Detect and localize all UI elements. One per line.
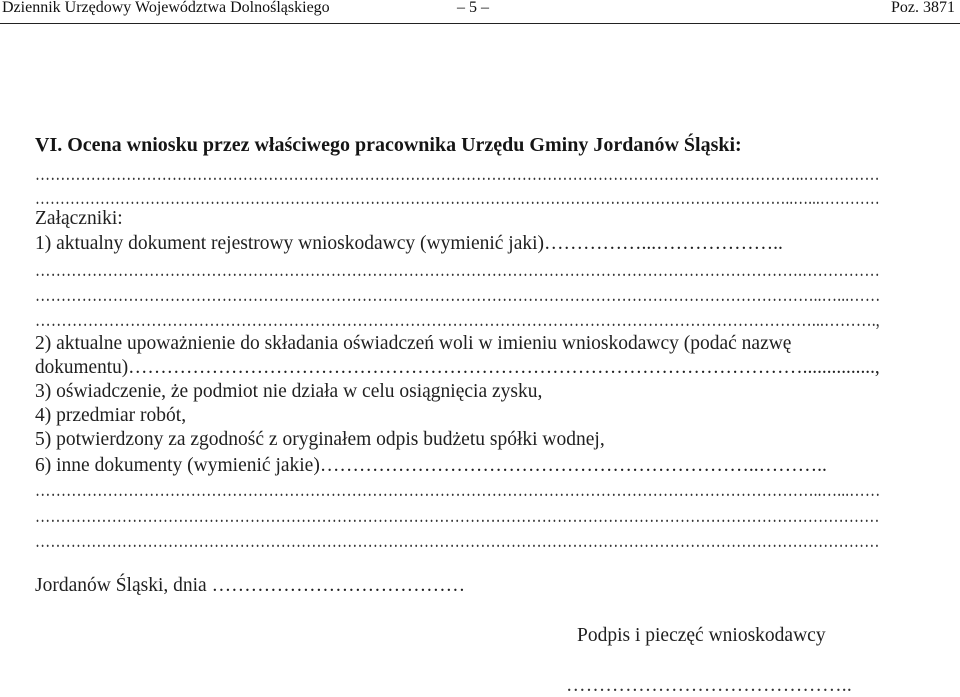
attachment-dots-line: …………………………………………………………………………………………………………………………………………………	[35, 531, 880, 552]
section-heading: VI. Ocena wniosku przez właściwego pracownika Urzędu Gminy Jordanów Śląski:	[35, 134, 742, 156]
evaluation-dots-line: ……………………………………………………………………………………………………………………………………..……………	[35, 164, 880, 185]
attachment-dots-line: ……………………………………………………………………………………………………………………………………..…...……	[35, 480, 881, 501]
place-and-date: Jordanów Śląski, dnia …………………………………	[35, 575, 466, 596]
attachment-item-2: 2) aktualne upoważnienie do składania oświadczeń woli w imieniu wnioskodawcy (podać nazwę	[35, 333, 792, 354]
scanned-form	[0, 24, 960, 696]
attachment-item-4: 4) przedmiar robót,	[35, 405, 187, 426]
signature-label: Podpis i pieczęć wnioskodawcy	[577, 625, 826, 646]
position-number: Poz. 3871	[891, 0, 955, 16]
page-number: – 5 –	[457, 0, 489, 16]
page-header	[0, 0, 960, 24]
journal-title: Dziennik Urzędowy Województwa Dolnośląskiego	[2, 0, 330, 16]
attachment-item-1: 1) aktualny dokument rejestrowy wnioskodawcy (wymienić jaki)……………...………………..	[35, 233, 783, 254]
evaluation-dots-line: ……………………………………………………………………………………………………………………………………..…...…………	[35, 188, 880, 209]
attachment-item-3: 3) oświadczenie, że podmiot nie działa w celu osiągnięcia zysku,	[35, 381, 543, 402]
attachment-dots-line: …………………………………………………………………………………………………………………………………...……….,	[35, 310, 880, 331]
signature-dots: ……………………………………..	[566, 675, 852, 696]
attachment-item-6: 6) inne dokumenty (wymienić jakie)…………………………………………………………..………..	[35, 455, 827, 476]
attachments-title: Załączniki:	[35, 208, 123, 229]
attachment-dots-line: …………………………………………………………………………………………………………………………………………………	[35, 506, 880, 527]
attachment-dots-line: ……………………………………………………………………………………………………………………………………..…...……	[35, 285, 881, 306]
attachment-item-2-continued: dokumentu)……………………………………………………………………………………………...............,	[35, 357, 880, 378]
attachment-item-5: 5) potwierdzony za zgodność z oryginałem odpis budżetu spółki wodnej,	[35, 429, 605, 450]
attachment-dots-line: ………………………………………………………………………………………………………………………………….……………	[35, 260, 880, 281]
